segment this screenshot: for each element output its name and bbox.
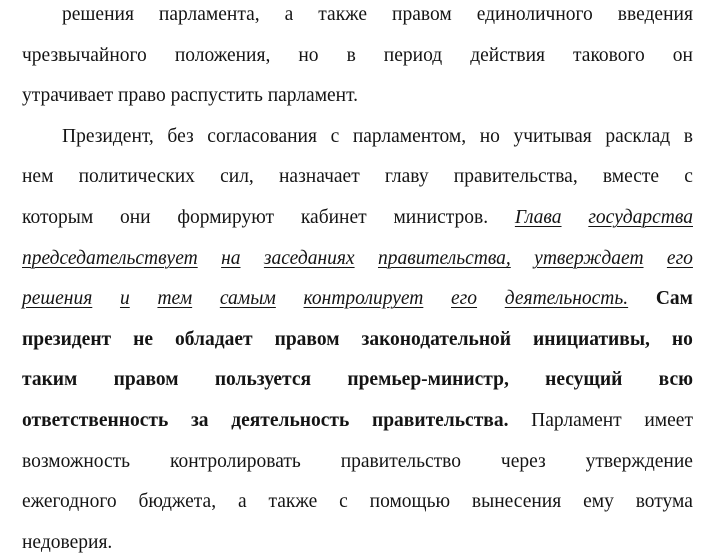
- word: вынесения: [471, 491, 562, 513]
- text-line: [62, 2, 693, 28]
- word: которым: [22, 207, 94, 228]
- text-line: [22, 164, 693, 190]
- word: с: [339, 491, 348, 513]
- word: возможность: [22, 450, 131, 472]
- word: такового: [573, 44, 645, 66]
- bold-word: ответственность: [22, 410, 169, 431]
- bold-word: правом: [274, 328, 340, 350]
- word: а: [237, 491, 247, 513]
- word: имеет: [644, 410, 693, 431]
- bold-word: таким: [22, 369, 78, 391]
- text-line: [22, 449, 693, 475]
- word: правительства,: [453, 166, 578, 188]
- word: ему: [583, 491, 614, 513]
- text-line: [62, 124, 693, 150]
- word: кабинет: [300, 207, 367, 228]
- word: контролировать: [169, 450, 301, 472]
- bold-word: обладает: [175, 328, 253, 350]
- word: Президент,: [62, 125, 154, 147]
- text-line: [22, 408, 693, 434]
- word: главу: [384, 166, 429, 188]
- word: утрачивает право распустить парламент.: [22, 85, 359, 107]
- text-line: [22, 530, 693, 556]
- word: ежегодного: [22, 491, 117, 513]
- word: чрезвычайного: [22, 44, 147, 66]
- word: в: [346, 44, 356, 66]
- bold-word: правительства.: [371, 410, 509, 431]
- word: но: [479, 125, 500, 147]
- text-line: [22, 367, 693, 393]
- underlined-word: на: [221, 247, 241, 269]
- text-line: [22, 83, 693, 109]
- word: он: [672, 44, 693, 66]
- word: расклад: [605, 125, 671, 147]
- underlined-word: самым: [219, 288, 276, 310]
- word: действия: [470, 44, 546, 66]
- word: сил,: [220, 166, 254, 188]
- bold-word: Сам: [655, 288, 693, 310]
- word: вотума: [635, 491, 693, 513]
- word: бюджета,: [138, 491, 217, 513]
- underlined-word: его: [451, 288, 478, 310]
- word: согласования: [207, 125, 317, 147]
- underlined-word: тем: [157, 288, 193, 310]
- word: политических: [78, 166, 195, 188]
- word: помощью: [369, 491, 451, 513]
- bold-word: но: [671, 328, 693, 350]
- word: а: [284, 4, 294, 25]
- word: недоверия.: [22, 531, 113, 553]
- word: нем: [22, 166, 54, 188]
- word: назначает: [278, 166, 360, 188]
- text-line: [22, 489, 693, 515]
- word: введения: [617, 4, 693, 25]
- word: также: [318, 4, 368, 25]
- underlined-word: Глава: [514, 207, 562, 228]
- underlined-word: заседаниях: [263, 247, 355, 269]
- bold-word: за: [190, 410, 209, 431]
- word: формируют: [177, 207, 275, 228]
- bold-word: всю: [658, 369, 693, 391]
- bold-word: президент: [22, 328, 112, 350]
- text-line: [22, 286, 693, 312]
- bold-word: правом: [113, 369, 179, 391]
- underlined-word: решения: [22, 288, 93, 310]
- word: положения,: [174, 44, 271, 66]
- word: учитывая: [513, 125, 592, 147]
- word: период: [383, 44, 443, 66]
- word: с: [330, 125, 340, 147]
- word: в: [683, 125, 693, 147]
- bold-word: деятельность: [231, 410, 350, 431]
- word: без: [167, 125, 194, 147]
- word: но: [298, 44, 319, 66]
- word: министров.: [393, 207, 489, 228]
- underlined-word: контролирует: [303, 288, 424, 310]
- underlined-word: государства: [588, 207, 693, 228]
- word: утверждение: [585, 450, 693, 472]
- word: они: [119, 207, 151, 228]
- word: с: [684, 166, 693, 188]
- bold-word: законодательной: [361, 328, 512, 350]
- underlined-word: и: [119, 288, 130, 310]
- underlined-word: правительства,: [377, 247, 511, 269]
- underlined-word: председательствует: [22, 247, 198, 269]
- bold-word: несущий: [545, 369, 623, 391]
- underlined-word: деятельность.: [504, 288, 629, 310]
- word: парламентом,: [352, 125, 467, 147]
- word: Парламент: [531, 410, 622, 431]
- bold-word: не: [133, 328, 154, 350]
- word: также: [268, 491, 318, 513]
- word: через: [500, 450, 546, 472]
- underlined-word: утверждает: [534, 247, 644, 269]
- bold-word: пользуется: [214, 369, 312, 391]
- word: правом: [392, 4, 452, 25]
- bold-word: премьер-министр,: [347, 369, 509, 391]
- text-line: [22, 246, 693, 272]
- word: парламента,: [158, 4, 260, 25]
- bold-word: инициативы,: [533, 328, 650, 350]
- text-line: [22, 327, 693, 353]
- underlined-word: его: [666, 247, 693, 269]
- word: единоличного: [476, 4, 593, 25]
- text-line: [22, 43, 693, 69]
- word: правительство: [340, 450, 462, 472]
- word: вместе: [602, 166, 660, 188]
- text-line: [22, 205, 693, 231]
- word: решения: [62, 4, 134, 25]
